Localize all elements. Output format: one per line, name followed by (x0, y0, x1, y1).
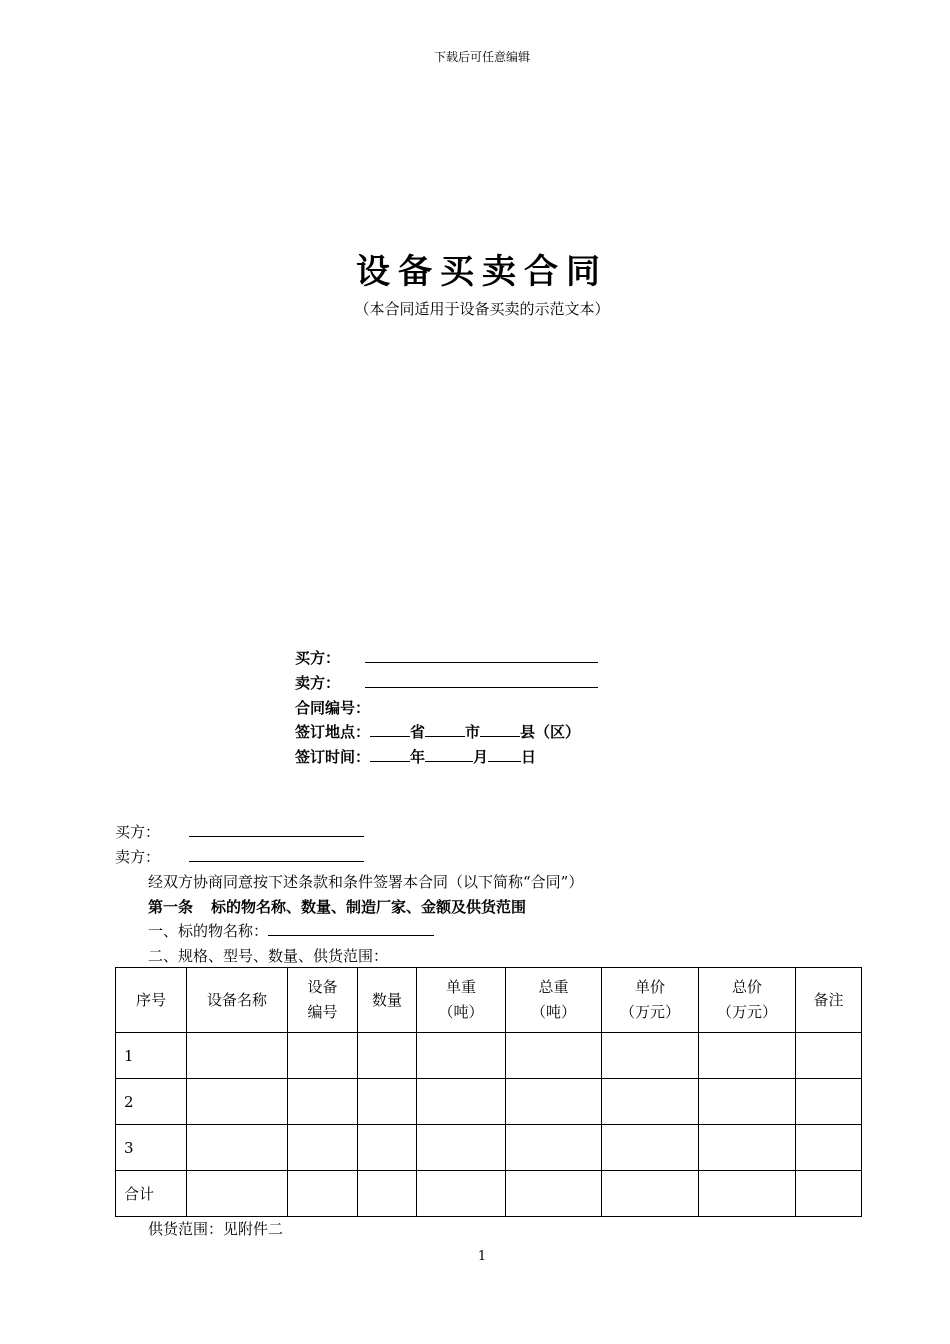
col-header-total-weight: 总重 （吨） (506, 968, 602, 1033)
contract-title: 设备买卖合同 (356, 252, 608, 292)
city-label: 市 (465, 723, 481, 741)
cover-place-line (295, 721, 580, 742)
cover-seller-label: 卖方： (295, 674, 341, 692)
row-index-cell: 1 (116, 1033, 187, 1079)
year-blank (370, 747, 410, 762)
col-header-equipment-name: 设备名称 (187, 968, 288, 1033)
table-row (116, 1033, 862, 1079)
row-index-cell: 2 (116, 1079, 187, 1125)
col-header-unit-weight: 单重 （吨） (417, 968, 506, 1033)
page-header-note: 下载后可任意编辑 (433, 50, 530, 64)
county-label: 县（区） (520, 723, 581, 741)
contract-subtitle: （本合同适用于设备买卖的示范文本） (354, 300, 610, 318)
col-header-equipment-no: 设备 编号 (288, 968, 358, 1033)
col-header-quantity: 数量 (358, 968, 417, 1033)
year-label: 年 (410, 748, 426, 766)
item-name-label: 一、标的物名称： (148, 922, 269, 940)
month-label: 月 (473, 748, 489, 766)
table-total-row (116, 1171, 862, 1217)
article-1-heading (148, 896, 526, 917)
party-buyer-label: 买方： (115, 823, 161, 841)
province-label: 省 (410, 723, 426, 741)
equipment-table (115, 967, 862, 1217)
col-header-remarks: 备注 (796, 968, 862, 1033)
city-blank (425, 722, 465, 737)
party-seller-blank (189, 847, 364, 862)
cover-contract-no-line (295, 697, 370, 718)
item-name-blank (268, 921, 434, 936)
cover-buyer-blank (365, 648, 598, 663)
cover-seller-line (295, 672, 598, 693)
row-total-cell: 合计 (116, 1171, 187, 1217)
supply-scope-text: 供货范围：见附件二 (148, 1220, 284, 1238)
cover-buyer-label: 买方： (295, 649, 341, 667)
item-spec-label: 二、规格、型号、数量、供货范围： (148, 947, 389, 965)
page-number: 1 (477, 1249, 487, 1264)
col-header-unit-price: 单价 （万元） (602, 968, 699, 1033)
party-seller-label: 卖方： (115, 848, 161, 866)
item-name-line (148, 920, 434, 941)
day-blank (488, 747, 521, 762)
cover-seller-blank (365, 673, 598, 688)
cover-place-label: 签订地点： (295, 723, 371, 741)
table-row (116, 1125, 862, 1171)
day-label: 日 (521, 748, 537, 766)
cover-date-line (295, 746, 536, 767)
intro-text: 经双方协商同意按下述条款和条件签署本合同（以下简称“合同”） (148, 873, 584, 891)
col-header-index: 序号 (116, 968, 187, 1033)
province-blank (370, 722, 410, 737)
col-header-total-price: 总价 （万元） (699, 968, 796, 1033)
row-index-cell: 3 (116, 1125, 187, 1171)
article-1-title: 标的物名称、数量、制造厂家、金额及供货范围 (211, 898, 527, 916)
table-header-row (116, 968, 862, 1033)
month-blank (425, 747, 473, 762)
party-buyer-blank (189, 822, 364, 837)
cover-date-label: 签订时间： (295, 748, 371, 766)
party-buyer-line (115, 821, 364, 842)
party-seller-line (115, 846, 364, 867)
article-1-number: 第一条 (148, 898, 194, 916)
cover-buyer-line (295, 647, 598, 668)
cover-contract-no-label: 合同编号： (295, 699, 371, 717)
table-row (116, 1079, 862, 1125)
county-blank (480, 722, 520, 737)
